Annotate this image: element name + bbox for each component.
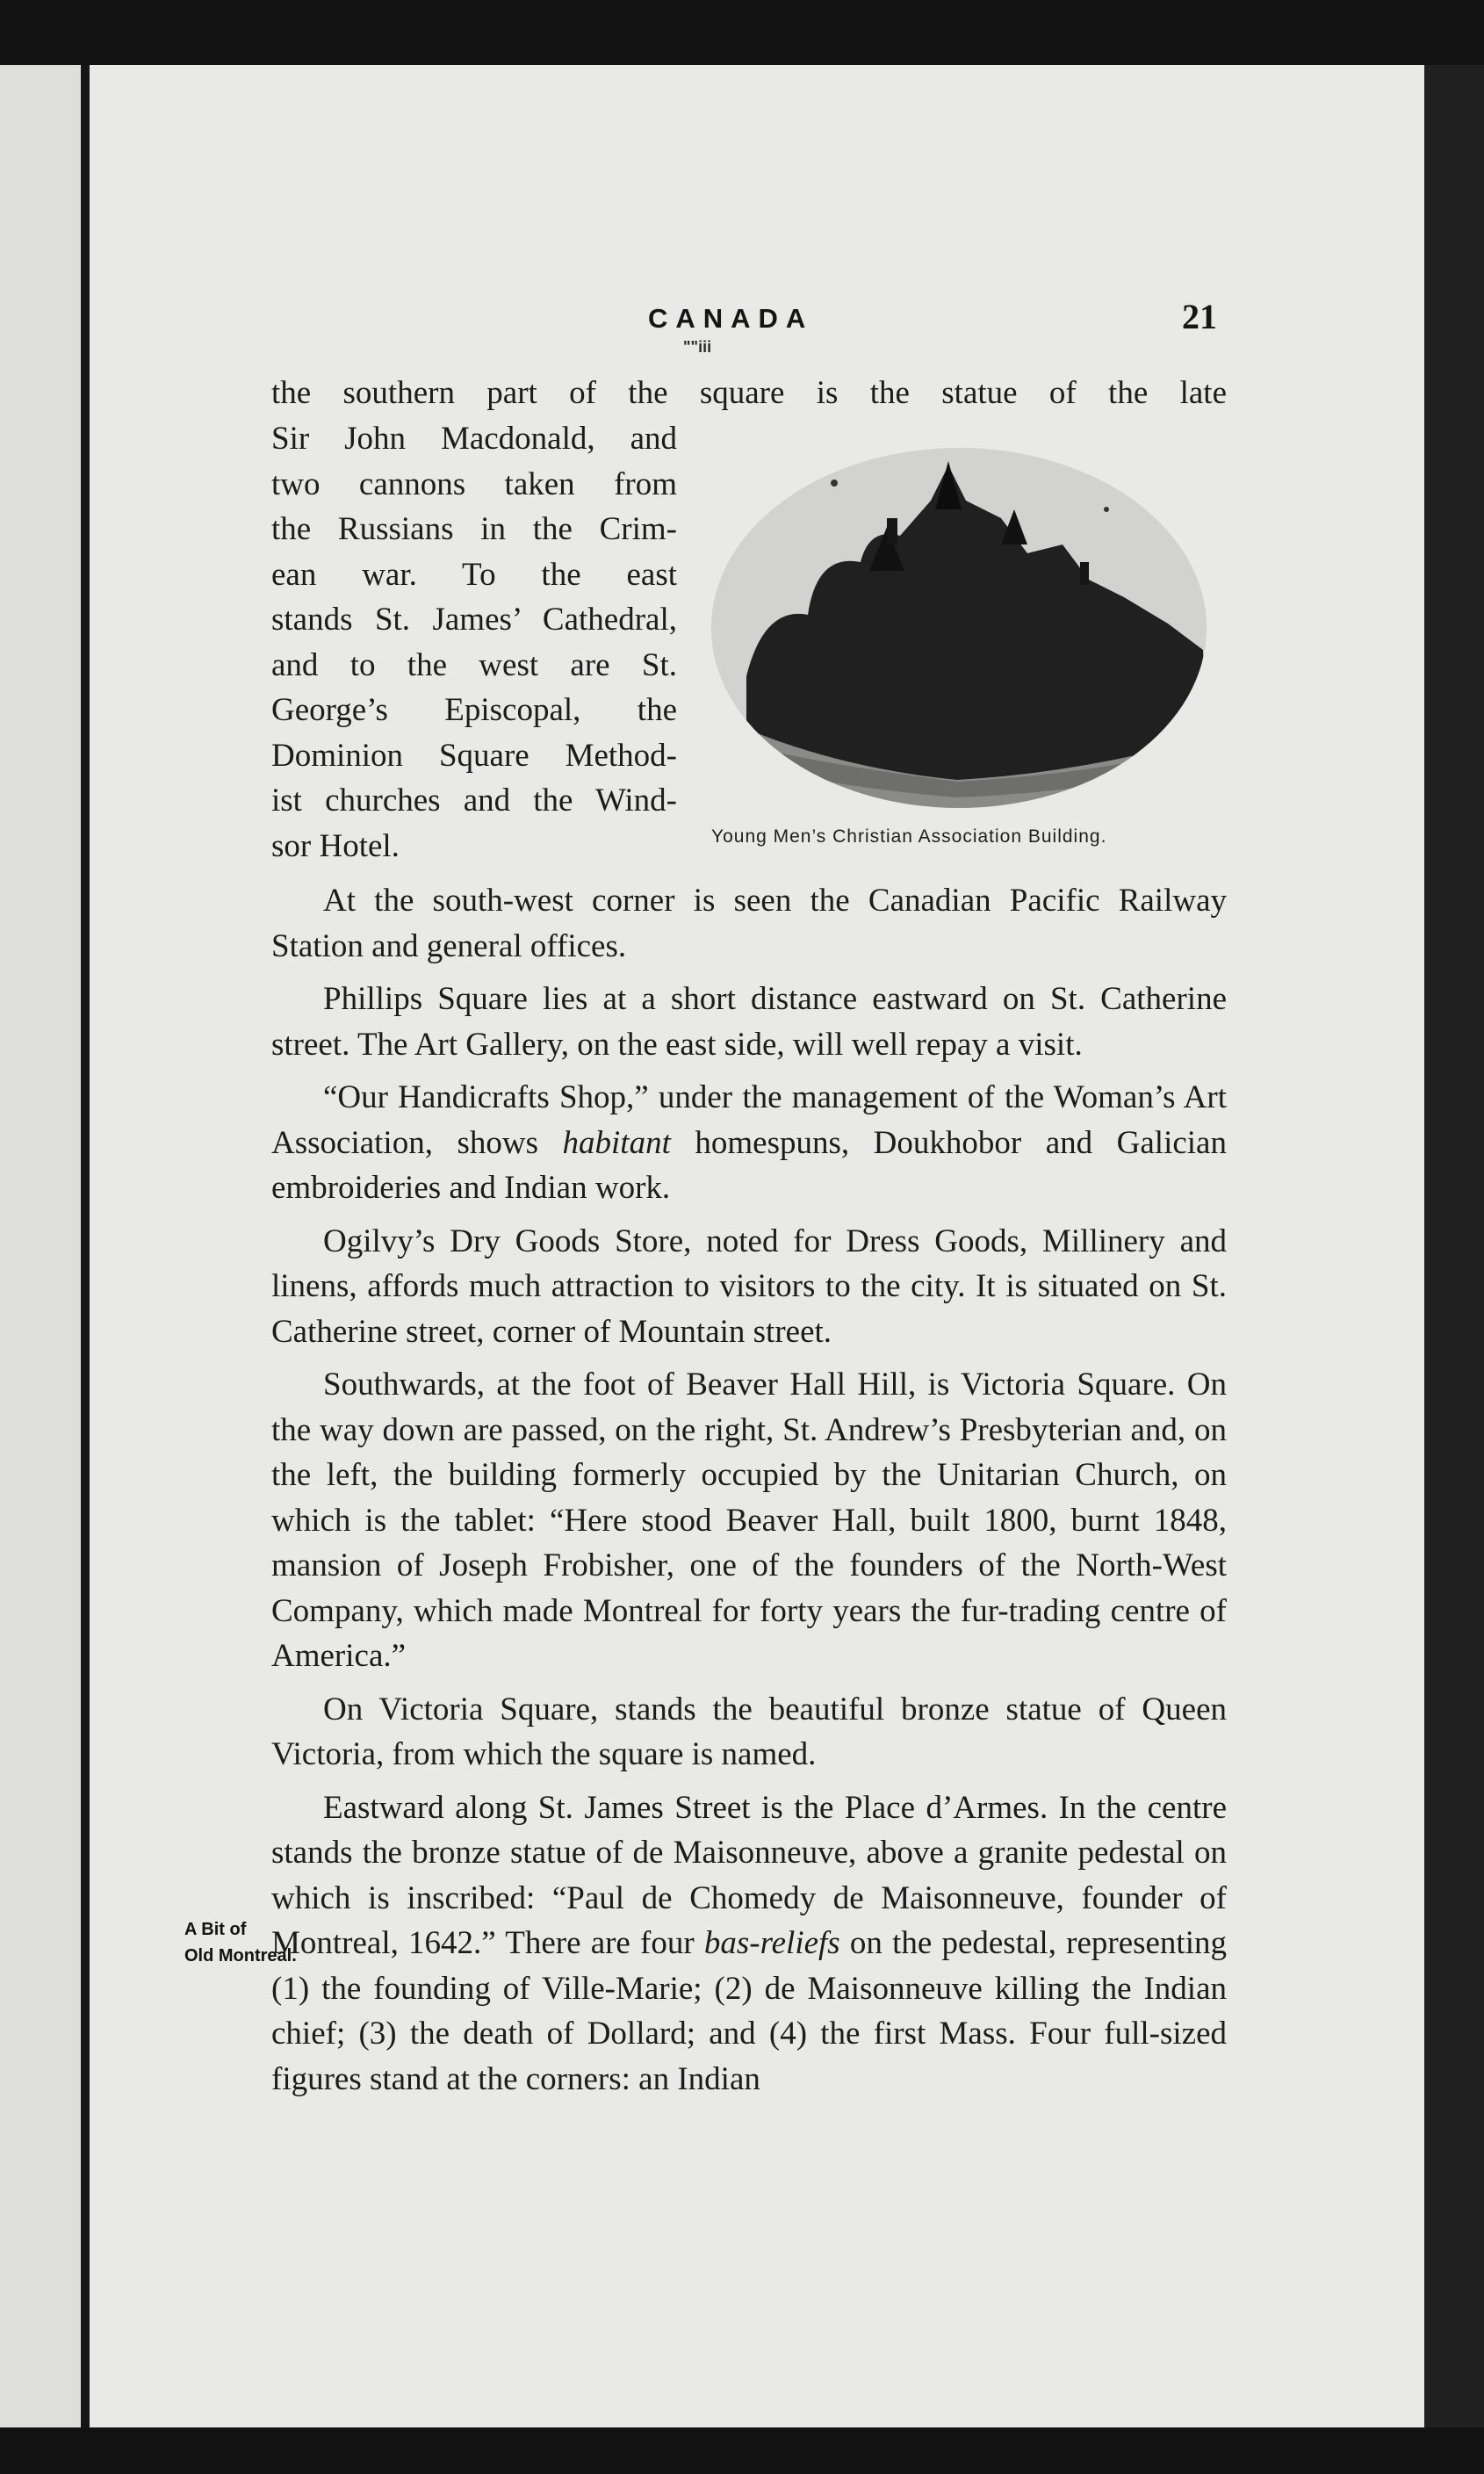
header-marking: ""iii xyxy=(683,338,712,356)
text-span: “Our Handicrafts Shop,” under the management of the Woman’s Art Association, shows xyxy=(271,1079,1227,1161)
text-span: homespuns, Doukhobor and Galician embroideries and Indian work. xyxy=(271,1124,1227,1206)
page-shadow-edge xyxy=(1424,65,1484,2427)
ymca-building-photo xyxy=(711,448,1207,808)
building-illustration xyxy=(711,448,1207,808)
intro-line: Dominion Square Method- xyxy=(271,737,677,774)
paragraph-handicrafts xyxy=(271,1075,1227,1211)
main-text xyxy=(271,878,1227,2110)
intro-first-line: the southern part of the square is the statue of the late xyxy=(271,375,1227,411)
italic-term: bas-reliefs xyxy=(703,1925,840,1961)
photo-caption: Young Men’s Christian Association Building. xyxy=(711,826,1107,847)
margin-note-line: A Bit of xyxy=(184,1920,247,1939)
intro-line: stands St. James’ Cathedral, xyxy=(271,602,677,638)
intro-line: George’s Episcopal, the xyxy=(271,692,677,728)
italic-term: habitant xyxy=(562,1124,671,1161)
intro-line: ean war. To the east xyxy=(271,556,677,593)
paragraph: Phillips Square lies at a short distance eastward on St. Catherine street. The Art Gallery, on the east side, will well repay a visit. xyxy=(271,981,1227,1063)
margin-note-line: Old Montreal. xyxy=(184,1946,297,1965)
intro-line: the Russians in the Crim- xyxy=(271,511,677,547)
paragraph: On Victoria Square, stands the beautiful bronze statue of Queen Victoria, from which the square is named. xyxy=(271,1691,1227,1772)
intro-line: sor Hotel. xyxy=(271,827,400,864)
facing-page-edge xyxy=(0,65,81,2427)
paragraph: Ogilvy’s Dry Goods Store, noted for Dress Goods, Millinery and linens, affords much attraction to visitors to the city. It is situated on St. Catherine street, corner of Mountain street. xyxy=(271,1223,1227,1350)
book-gutter xyxy=(81,65,90,2427)
text-span: Eastward along St. James Street is the Place d’Armes. In the centre stands the bronze statue of de Maisonneuve, above a granite pedestal on which is inscribed: “Paul de Chomedy de Maisonneuve, founder of Montreal, 1642.” There are four xyxy=(271,1789,1227,1961)
intro-line: two cannons taken from xyxy=(271,465,677,502)
margin-note xyxy=(184,1916,316,1969)
page-number: 21 xyxy=(1182,297,1217,336)
running-header: CANADA xyxy=(648,303,814,334)
paragraph: Southwards, at the foot of Beaver Hall Hill, is Victoria Square. On the way down are passed, on the right, St. Andrew’s Presbyterian and, on the left, the building formerly occupied by the Unitarian Church, on which is the tablet: “Here stood Beaver Hall, built 1800, burnt 1848, mansion of Joseph Frobisher, one of the founders of the North-West Company, which made Montreal for forty years the fur-trading centre of America.” xyxy=(271,1367,1227,1674)
intro-line: Sir John Macdonald, and xyxy=(271,421,677,457)
paragraph: At the south-west corner is seen the Canadian Pacific Railway Station and general offices. xyxy=(271,883,1227,964)
intro-line: ist churches and the Wind- xyxy=(271,783,677,819)
intro-wrapped-text xyxy=(271,416,677,869)
text-span: on the pedestal, representing (1) the founding of Ville-Marie; (2) de Maisonneuve killing the Indian chief; (3) the death of Dollard; and (4) the first Mass. Four full-sized figures stand at the corners: an Indian xyxy=(271,1925,1227,2097)
paragraph-place-darmes xyxy=(271,1785,1227,2103)
intro-line: and to the west are St. xyxy=(271,646,677,683)
